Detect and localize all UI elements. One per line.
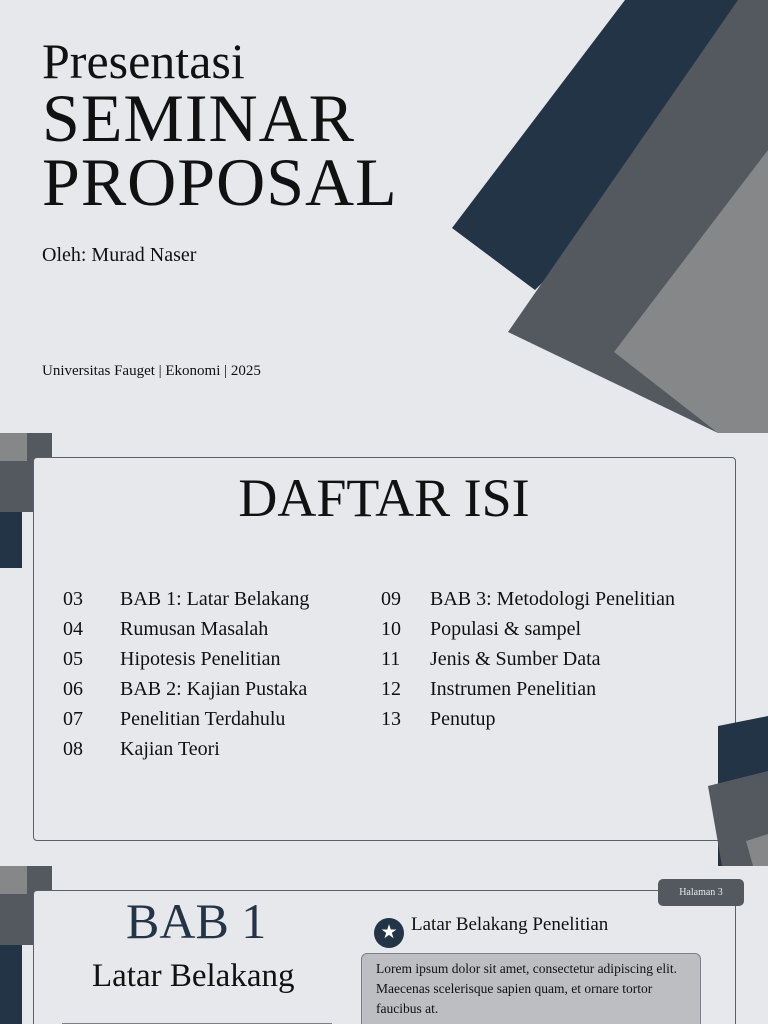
toc-item-number: 07 <box>63 708 83 730</box>
toc-item[interactable] <box>63 644 309 674</box>
page-number-badge: Halaman 3 <box>658 879 744 906</box>
section-heading: Latar Belakang Penelitian <box>411 914 609 935</box>
chapter-title: BAB 1 <box>126 893 267 949</box>
cover-institution: Universitas Fauget | Ekonomi | 2025 <box>42 363 261 379</box>
cover-title-line2: SEMINAR <box>42 80 356 156</box>
toc-item-number: 05 <box>63 648 83 670</box>
cover-title-line1: Presentasi <box>42 33 245 89</box>
section-body-box <box>361 953 701 1024</box>
cover-slide <box>0 0 768 433</box>
toc-left-column <box>63 584 309 764</box>
toc-item-number: 12 <box>381 678 401 700</box>
toc-item-number: 09 <box>381 588 401 610</box>
toc-corner-decoration-right <box>698 716 768 866</box>
toc-item[interactable] <box>381 704 675 734</box>
toc-item[interactable] <box>63 734 309 764</box>
toc-item[interactable] <box>381 584 675 614</box>
toc-item-label: BAB 3: Metodologi Penelitian <box>430 588 675 610</box>
toc-item-number: 04 <box>63 618 83 640</box>
body-text-line: faucibus at. <box>376 1001 439 1016</box>
toc-title: DAFTAR ISI <box>238 468 530 528</box>
toc-item-number: 10 <box>381 618 401 640</box>
body-text-line: Lorem ipsum dolor sit amet, consectetur adipiscing elit. <box>376 961 678 976</box>
cover-author: Oleh: Murad Naser <box>42 244 197 266</box>
toc-item-number: 13 <box>381 708 401 730</box>
toc-item[interactable] <box>381 614 675 644</box>
toc-item[interactable] <box>63 674 309 704</box>
toc-item-number: 03 <box>63 588 83 610</box>
toc-item-label: BAB 2: Kajian Pustaka <box>120 678 308 700</box>
toc-item[interactable] <box>63 584 309 614</box>
toc-item-label: Instrumen Penelitian <box>430 678 597 700</box>
body-text-line: Maecenas scelerisque sapien quam, et ornare tortor <box>376 981 653 996</box>
toc-item-label: BAB 1: Latar Belakang <box>120 588 310 610</box>
toc-item-label: Kajian Teori <box>120 738 220 760</box>
cover-title-line3: PROPOSAL <box>42 144 398 220</box>
toc-item-label: Penelitian Terdahulu <box>120 708 286 730</box>
chapter-subtitle: Latar Belakang <box>92 958 295 994</box>
toc-item-number: 06 <box>63 678 83 700</box>
toc-item-number: 08 <box>63 738 83 760</box>
toc-item-label: Penutup <box>430 708 496 730</box>
chapter-slide <box>0 866 768 1024</box>
toc-item[interactable] <box>381 644 675 674</box>
toc-item-label: Populasi & sampel <box>430 618 582 640</box>
toc-item-number: 11 <box>381 648 401 670</box>
toc-item-label: Hipotesis Penelitian <box>120 648 281 670</box>
star-icon: ★ <box>374 918 404 948</box>
toc-item[interactable] <box>381 674 675 704</box>
toc-item[interactable] <box>63 704 309 734</box>
toc-item-label: Rumusan Masalah <box>120 618 269 640</box>
toc-item[interactable] <box>63 614 309 644</box>
toc-right-column <box>381 584 675 734</box>
toc-slide <box>0 433 768 866</box>
toc-item-label: Jenis & Sumber Data <box>430 648 601 670</box>
